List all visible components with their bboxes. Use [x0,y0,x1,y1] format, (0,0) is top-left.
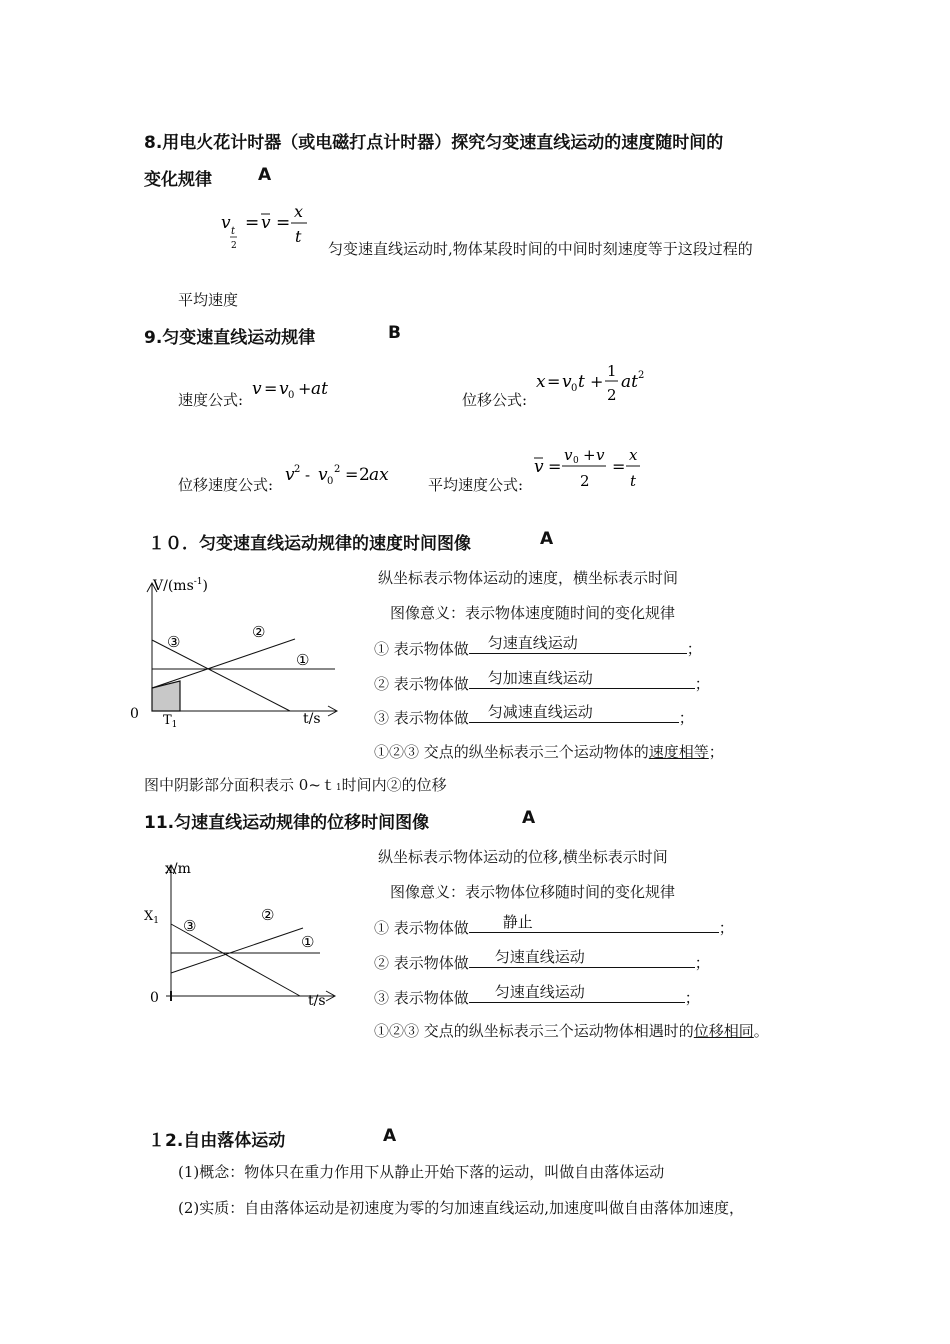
svg-text:2: 2 [607,386,617,404]
velocity-displacement-formula [283,458,398,488]
svg-text:v: v [596,446,605,464]
svg-text:0: 0 [573,456,579,466]
shaded-area [152,681,180,711]
svg-text:2: 2 [294,464,301,475]
svg-text:+: + [583,446,596,464]
x1-label: $X_1$ [144,909,159,926]
svg-text:=: = [548,457,562,476]
section-8-desc-line2: 平均速度 [178,291,239,309]
svg-text:-: - [305,466,311,484]
svg-text:1: 1 [607,362,617,380]
t1-label: $T_1$ [163,713,178,730]
svg-text:at: at [311,379,328,399]
label-2: ② [261,906,275,924]
svg-text:+: + [298,379,312,398]
s10-intersection: ①②③ 交点的纵坐标表示三个运动物体的速度相等； [374,743,724,761]
s10-item1-answer: 匀速直线运动 [487,634,578,652]
s10-item2-answer: 匀加速直线运动 [487,669,593,687]
svg-text:=: = [345,465,359,484]
section-9-level: B [388,323,401,343]
svg-text:t: t [630,472,637,490]
svg-text:x: x [294,202,304,221]
s11-intersection: ①②③ 交点的纵坐标表示三个运动物体相遇时的位移相同。 [374,1022,769,1040]
svg-text:v: v [564,446,573,464]
formula-mid-time-velocity [215,198,315,258]
svg-text:v: v [562,372,572,392]
y-axis-label: $V/(ms^{-1})$ [153,577,208,594]
s11-item2: ② 表示物体做 匀速直线运动 ； [374,948,710,972]
average-velocity-formula [530,440,650,495]
svg-text:0: 0 [327,476,334,487]
s11-item2-answer: 匀速直线运动 [494,948,585,966]
s12-essence: (2)实质：自由落体运动是初速度为零的匀加速直线运动,加速度叫做自由落体加速度， [178,1199,745,1217]
x-axis-label: t/s [303,711,321,727]
s11-item3-answer: 匀速直线运动 [494,983,585,1001]
svg-text:v: v [279,379,289,399]
s10-item1: ① 表示物体做 匀速直线运动 ； [374,634,702,658]
section-12-title: １2.自由落体运动 [148,1131,286,1151]
svg-text:0: 0 [571,383,578,394]
section-10-level: A [540,529,554,549]
s10-line1: 纵坐标表示物体运动的速度，横坐标表示时间 [378,569,679,587]
s11-item1: ① 表示物体做 静止 ； [374,913,734,937]
svg-text:x: x [536,372,546,392]
svg-text:t: t [231,226,236,237]
velocity-formula-label: 速度公式: [178,391,244,409]
label-1: ① [296,651,310,669]
section-9-title: 9.匀变速直线运动规律 [144,328,316,348]
s11-line2: 图像意义：表示物体位移随时间的变化规律 [390,883,676,901]
s11-intersection-answer: 位移相同 [693,1022,754,1040]
svg-text:v: v [534,457,544,477]
svg-text:2: 2 [334,464,341,475]
svg-text:t: t [578,372,585,392]
s10-line2: 图像意义：表示物体速度随时间的变化规律 [390,604,676,622]
section-8-title-line1: 8.用电火花计时器（或电磁打点计时器）探究匀变速直线运动的速度随时间的 [144,133,724,153]
section-11-title: 11.匀速直线运动规律的位移时间图像 [144,813,430,833]
section-11-level: A [522,808,536,828]
displacement-formula-label: 位移公式: [462,391,528,409]
svg-text:=: = [612,457,626,476]
svg-text:=: = [245,213,260,233]
svg-text:0: 0 [288,390,295,401]
s10-item3: ③ 表示物体做 匀减速直线运动 ； [374,703,694,727]
svg-text:v: v [318,465,328,485]
svg-text:v: v [261,213,271,233]
section-8-title-line2: 变化规律 [144,170,212,190]
svg-text:=: = [547,372,561,391]
svg-text:=: = [264,379,278,398]
s10-intersection-answer: 速度相等 [648,743,709,761]
y-axis-label: x/m [165,861,191,877]
svg-text:x: x [629,446,638,464]
svg-text:v: v [252,379,262,399]
svg-text:2: 2 [231,241,237,251]
origin-label: 0 [150,990,159,1006]
velocity-time-graph [125,565,355,735]
svg-text:v: v [285,465,295,485]
section-8-level: A [258,165,272,185]
section-12-level: A [383,1126,397,1146]
svg-text:2: 2 [359,465,370,485]
s11-item1-answer: 静止 [502,913,533,931]
displacement-formula [534,356,654,406]
average-velocity-label: 平均速度公式: [428,476,524,494]
velocity-formula [248,374,338,402]
x-axis-label: t/s [308,993,326,1009]
section-8-desc-line1: 匀变速直线运动时,物体某段时间的中间时刻速度等于这段过程的 [328,240,753,258]
s12-concept: (1)概念：物体只在重力作用下从静止开始下落的运动，叫做自由落体运动 [178,1163,665,1181]
velocity-displacement-label: 位移速度公式: [178,476,274,494]
s10-shaded-area-note: 图中阴影部分面积表示 0~ｔ1时间内②的位移 [144,776,447,794]
svg-text:=: = [276,213,291,233]
section-10-title: １０．匀变速直线运动规律的速度时间图像 [148,534,471,554]
label-3: ③ [183,917,197,935]
s10-item3-answer: 匀减速直线运动 [487,703,593,721]
label-1: ① [301,933,315,951]
svg-text:t: t [295,227,302,246]
svg-text:2: 2 [580,472,590,490]
origin-label: 0 [130,706,139,722]
svg-text:+: + [590,372,604,391]
s11-line1: 纵坐标表示物体运动的位移,横坐标表示时间 [378,848,668,866]
s11-item3: ③ 表示物体做 匀速直线运动 ； [374,983,700,1007]
svg-text:2: 2 [638,370,645,381]
s10-item2: ② 表示物体做 匀加速直线运动 ； [374,669,710,693]
svg-text:at: at [621,372,638,392]
svg-text:ax: ax [369,465,389,485]
displacement-time-graph [140,850,350,1015]
svg-text:v: v [221,213,231,233]
label-3: ③ [167,633,181,651]
label-2: ② [252,623,266,641]
